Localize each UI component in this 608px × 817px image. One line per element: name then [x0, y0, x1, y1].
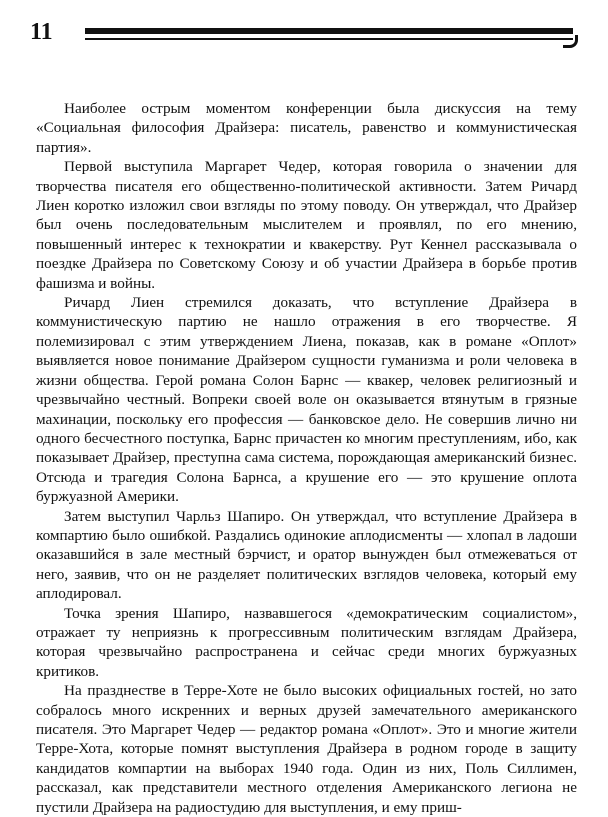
- header-rule-ornament: [563, 35, 578, 48]
- paragraph: Ричард Лиен стремился доказать, что вступление Драйзера в коммунистическую партию не нашло отражения в его творчестве. Я полемизировал с этим утверждением Лиена, показав, как в романе «Оплот» выявляется новое понимание Драйзером сущности гуманизма и роли человека в жизни общества. Герой романа Солон Барнс — квакер, человек религиозный и чрезвычайно честный. Вопреки своей воле он оказывается втянутым в грязные махинации, поскольку его профессия — банковское дело. Не совершив лично ни одного бесчестного поступка, Барнс причастен ко многим преступлениям, ибо, как показывает Драйзер, преступна сама система, порождающая американский бизнес. Отсюда и трагедия Солона Барнса, а крушение его — это крушение оплота буржуазной Америки.: [36, 294, 577, 506]
- paragraph: Затем выступил Чарльз Шапиро. Он утверждал, что вступление Драйзера в компартию было ошибкой. Раздались одинокие аплодисменты — хлопал в ладоши оказавшийся в зале местный бэрчист, и оратор вынужден был отмежеваться от него, заявив, что он не разделяет политических взглядов человека, который ему аплодировал.: [36, 507, 577, 603]
- paragraph: Первой выступила Маргарет Чедер, которая говорила о значении для творчества писателя его общественно-политической активности. Затем Ричард Лиен коротко изложил свои взгляды по этому поводу. Он утверждал, что Драйзер был очень последовательным мыслителем и проявлял, по его мнению, повышенный интерес к технократии и квакерству. Рут Кеннел рассказывала о поездке Драйзера по Советскому Союзу и об участии Драйзера в борьбе против фашизма и войны.: [36, 158, 577, 292]
- paragraph: Наиболее острым моментом конференции была дискуссия на тему «Социальная философия Драйзера: писатель, равенство и коммунистическая партия».: [36, 100, 577, 156]
- body-text: [36, 99, 577, 817]
- page-number: 11: [30, 19, 53, 45]
- header-rule-thin: [85, 38, 573, 40]
- paragraph: Точка зрения Шапиро, назвавшегося «демократическим социалистом», отражает ту неприязнь к прогрессивным политическим взглядам Драйзера, которая чрезвычайно распространена и сейчас среди многих буржуазных критиков.: [36, 604, 577, 680]
- header-rule-thick: [85, 28, 573, 34]
- paragraph: На празднестве в Терре-Хоте не было высоких официальных гостей, но зато собралось много искренних и верных друзей замечательного американского писателя. Это Маргарет Чедер — редактор романа «Оплот». Это и многие жители Терре-Хота, которые помнят выступления Драйзера в родном городе в защиту кандидатов компартии на выборах 1940 года. Один из них, Поль Силлимен, рассказал, как представители местного отделения Американского легиона не пустили Драйзера на радиостудию для выступления, и ему приш-: [36, 682, 577, 816]
